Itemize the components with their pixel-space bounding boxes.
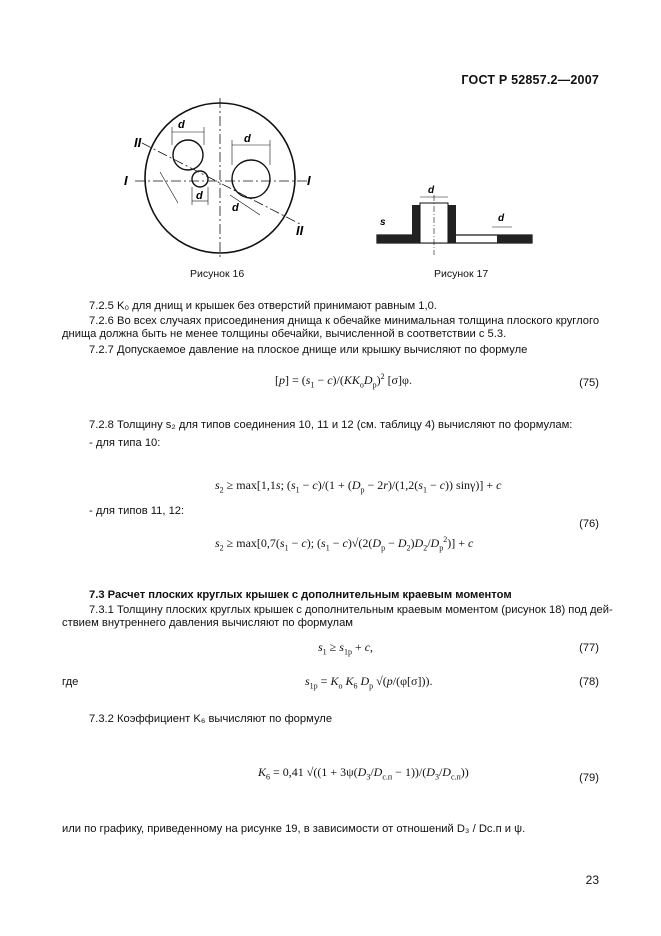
formula-78: $s_{1p} = K_o$ $K_6$ $D_p$ √(p/(φ[σ])). (305, 674, 433, 691)
section-7-3-heading: 7.3 Расчет плоских круглых крышек с дополнительным краевым моментом (89, 589, 512, 601)
fig17-caption: Рисунок 17 (434, 268, 489, 280)
paragraph-7-3-2: 7.3.2 Коэффициент K₆ вычисляют по формуле (89, 713, 333, 725)
paragraph-7-2-7: 7.2.7 Допускаемое давление на плоское днище или крышку вычисляют по формуле (89, 344, 528, 356)
paragraph-7-3-1-line1: 7.3.1 Толщину плоских круглых крышек с дополнительным краевым моментом (рисунок 18) под дей- (89, 604, 613, 616)
type-11-12-label: - для типов 11, 12: (89, 505, 185, 517)
formula-77-number: (77) (579, 642, 599, 654)
formula-76-number: (76) (579, 518, 599, 530)
page-number: 23 (585, 873, 599, 887)
fig17-s-label: s (380, 217, 386, 228)
formula-76-b: $s_2 \ge \max[0,7(s_1 - c)$; $(s_1 - c)√(2(D_p - D_2)D_2/D_p^2)] + c$ (215, 535, 474, 553)
formula-76-a: $s_2 \ge \max[1,1s$; $(s_1 - c)/(1 + (D_p - 2r)/(1,2(s_1 - c)) \sin\gamma)] + c$ (215, 478, 502, 495)
formula-79: $K_6 = 0,41$ $√((1 + 3\psi(D_3/D_{с.п} - 1))/(D_3/D_{с.п}))$ (258, 765, 469, 782)
fig16-I-right: I (307, 173, 311, 188)
formula-78-number: (78) (579, 676, 599, 688)
fig16-II-left: II (134, 135, 142, 150)
fig16-d2-label: d (178, 119, 185, 131)
paragraph-7-2-8: 7.2.8 Толщину s₂ для типов соединения 10, 11 и 12 (см. таблицу 4) вычисляют по формулам: (89, 419, 573, 431)
paragraph-final: или по графику, приведенному на рисунке 19, в зависимости от отношений D₃ / Dс.п и ψ. (62, 823, 526, 835)
figure-16 (120, 95, 325, 265)
fig16-II-right: II (296, 223, 304, 238)
fig16-d1-label: d (196, 190, 203, 202)
fig16-caption: Рисунок 16 (190, 268, 245, 280)
figure-17 (372, 175, 537, 260)
paragraph-7-3-1-line2: ствием внутреннего давления вычисляют по формулам (62, 617, 353, 629)
where-label: где (62, 676, 79, 688)
fig17-d1-label: d (498, 213, 505, 224)
formula-79-number: (79) (579, 772, 599, 784)
fig16-I-left: I (124, 173, 128, 188)
formula-77: $s_1 \ge s_{1p} + c$, (318, 640, 374, 657)
fig17-d2-label: d (428, 185, 435, 196)
formula-75-number: (75) (579, 377, 599, 389)
type-10-label: - для типа 10: (89, 437, 161, 449)
document-header: ГОСТ Р 52857.2—2007 (461, 73, 599, 87)
paragraph-7-2-6-line1: 7.2.6 Во всех случаях присоединения днища к обечайке минимальная толщина плоского круглого (89, 315, 600, 327)
fig16-d2c-label: d (232, 202, 239, 214)
formula-75: $[p] = (s_1 - c)/(KK_oD_p)^2$ [σ]φ. (275, 372, 412, 390)
paragraph-7-2-6-line2: днища должна быть не менее толщины обечайки, вычисленной в соответствии с 5.3. (62, 328, 507, 340)
paragraph-7-2-5: 7.2.5 K₀ для днищ и крышек без отверстий принимают равным 1,0. (89, 300, 437, 312)
fig16-d2b-label: d (244, 133, 251, 145)
